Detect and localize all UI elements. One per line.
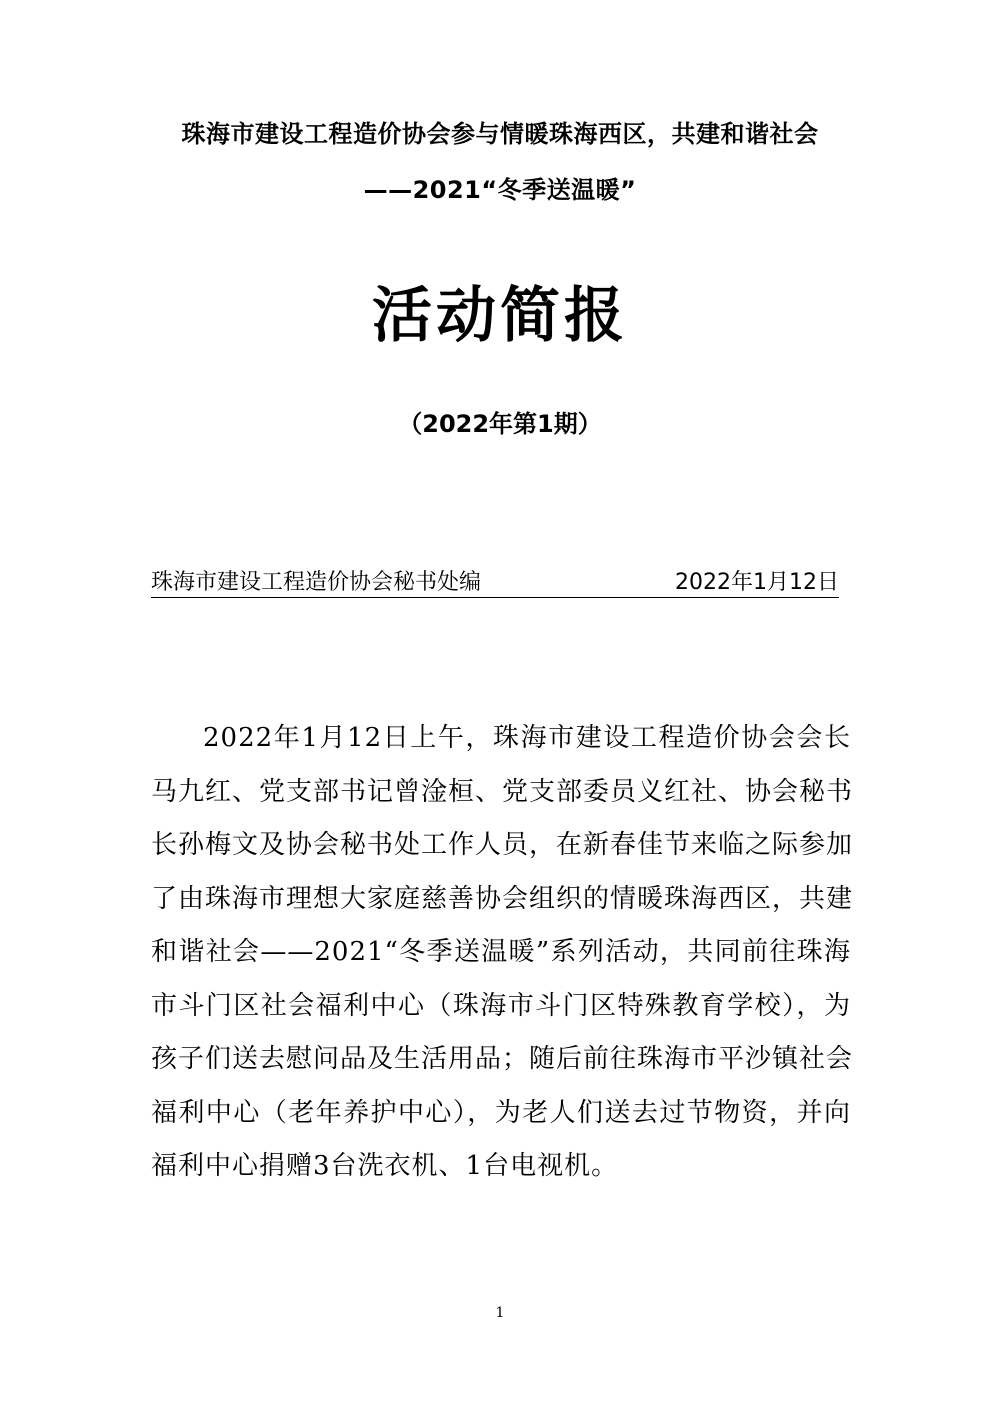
- editor-date-line: [151, 565, 839, 598]
- body-line: 2022年1月12日上午，珠海市建设工程造价协会会长: [203, 723, 851, 753]
- body-line: 马九红、党支部书记曾淦桓、党支部委员义红社、协会秘书: [151, 776, 854, 807]
- main-title: 活动简报: [372, 281, 628, 351]
- body-line: 市斗门区社会福利中心（珠海市斗门区特殊教育学校），为: [151, 990, 851, 1021]
- publish-date: 2022年1月12日: [675, 570, 839, 595]
- document-title-line-1: 珠海市建设工程造价协会参与情暖珠海西区，共建和谐社会: [181, 120, 819, 148]
- body-line: 福利中心捐赠3台洗衣机、1台电视机。: [151, 1151, 619, 1181]
- body-line: 了由珠海市理想大家庭慈善协会组织的情暖珠海西区，共建: [151, 883, 854, 914]
- issue-number: （2022年第1期）: [398, 410, 602, 438]
- body-line: 孩子们送去慰问品及生活用品；随后前往珠海市平沙镇社会: [151, 1044, 854, 1074]
- editor-name: 珠海市建设工程造价协会秘书处编: [151, 570, 482, 595]
- body-line: 和谐社会——2021“冬季送温暖”系列活动，共同前往珠海: [151, 937, 851, 967]
- page-number: 1: [495, 1305, 505, 1321]
- document-title-line-2: ——2021“冬季送温暖”: [363, 176, 637, 204]
- body-line: 长孙梅文及协会秘书处工作人员，在新春佳节来临之际参加: [151, 830, 854, 860]
- body-paragraph: [151, 712, 854, 1194]
- body-line: 福利中心（老年养护中心），为老人们送去过节物资，并向: [151, 1097, 851, 1128]
